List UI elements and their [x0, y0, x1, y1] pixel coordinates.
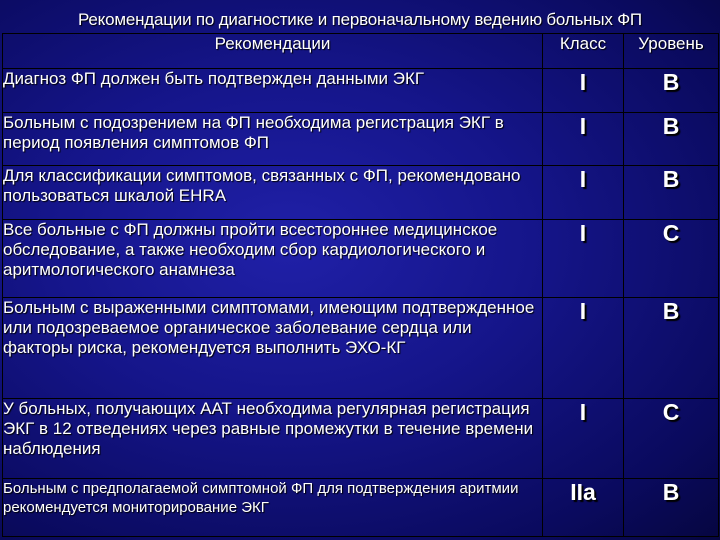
- recommendation-text: Для классификации симптомов, связанных с ФП, рекомендовано пользоваться шкалой EHRA: [3, 166, 543, 220]
- class-value: I: [543, 113, 624, 166]
- header-recommendations: Рекомендации: [3, 34, 543, 69]
- recommendations-table: [2, 33, 719, 537]
- class-value: I: [543, 69, 624, 113]
- class-value: I: [543, 399, 624, 479]
- class-value: I: [543, 166, 624, 220]
- table-row: [3, 69, 719, 113]
- table-row: [3, 113, 719, 166]
- table-row: [3, 220, 719, 298]
- level-value: B: [624, 479, 719, 537]
- level-value: B: [624, 113, 719, 166]
- header-level: Уровень: [624, 34, 719, 69]
- table-row: [3, 166, 719, 220]
- recommendation-text: У больных, получающих ААТ необходима регулярная регистрация ЭКГ в 12 отведениях через равные промежутки в течение времени наблюдения: [3, 399, 543, 479]
- recommendation-text: Больным с выраженными симптомами, имеющим подтвержденное или подозреваемое органическое заболевание сердца или факторы риска, рекомендуется выполнить ЭХО-КГ: [3, 298, 543, 399]
- class-value: IIa: [543, 479, 624, 537]
- table-row: [3, 298, 719, 399]
- class-value: I: [543, 220, 624, 298]
- header-class: Класс: [543, 34, 624, 69]
- table-row: [3, 479, 719, 537]
- class-value: I: [543, 298, 624, 399]
- level-value: C: [624, 220, 719, 298]
- level-value: B: [624, 298, 719, 399]
- slide-title: Рекомендации по диагностике и первоначальному ведению больных ФП: [78, 10, 642, 29]
- level-value: B: [624, 166, 719, 220]
- recommendation-text: Больным с предполагаемой симптомной ФП для подтверждения аритмии рекомендуется мониторирование ЭКГ: [3, 479, 543, 537]
- recommendation-text: Диагноз ФП должен быть подтвержден данными ЭКГ: [3, 69, 543, 113]
- recommendation-text: Больным с подозрением на ФП необходима регистрация ЭКГ в период появления симптомов ФП: [3, 113, 543, 166]
- table-row: [3, 399, 719, 479]
- recommendation-text: Все больные с ФП должны пройти всестороннее медицинское обследование, а также необходим сбор кардиологического и аритмологического анамнеза: [3, 220, 543, 298]
- level-value: B: [624, 69, 719, 113]
- level-value: C: [624, 399, 719, 479]
- table-header-row: [3, 34, 719, 69]
